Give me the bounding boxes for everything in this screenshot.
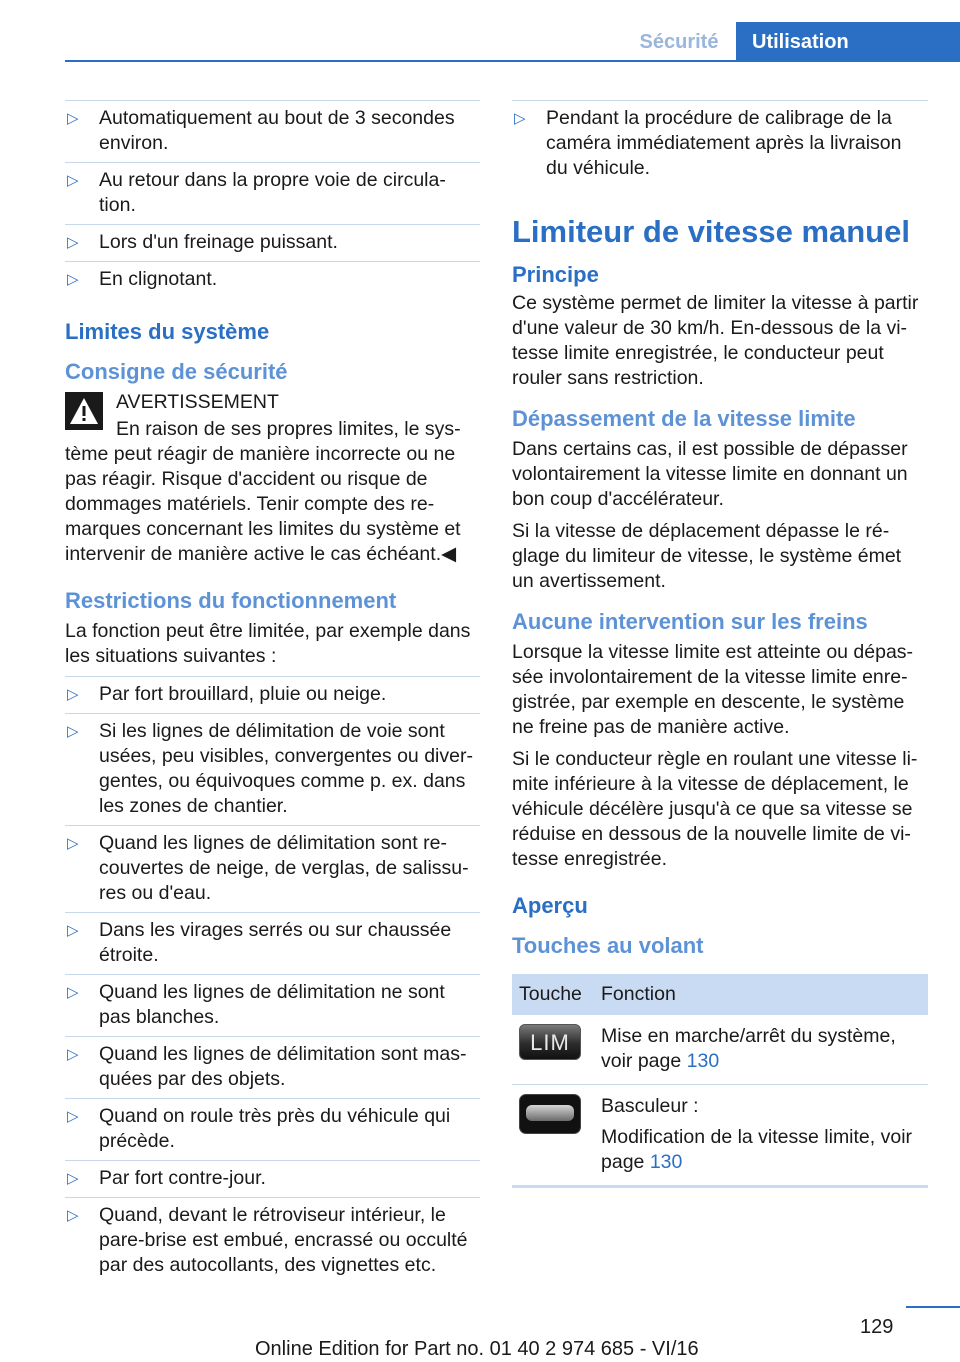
exceed-text-2: Si la vitesse de déplacement dépasse le ré‐ glage du limiteur de vitesse, le système émet un avertissement. [512, 520, 902, 592]
list-item: ▷ Quand, devant le rétroviseur intérieur, le pare-brise est embué, encrassé ou occulté par des autocollants, des vignettes etc. [65, 1197, 480, 1284]
heading-speed-limiter: Limiteur de vitesse manuel [512, 214, 910, 249]
restrictions-intro: La fonction peut être limitée, par exemple dans les situations suivantes : [65, 620, 471, 667]
list-item: ▷ Automatiquement au bout de 3 secondes environ. [65, 100, 480, 162]
header-rule [65, 60, 960, 62]
left-column [65, 100, 480, 1284]
heading-principle: Principe [512, 262, 599, 287]
heading-overview: Aperçu [512, 893, 588, 918]
lim-button-icon: LIM [519, 1024, 581, 1060]
function-cell: Basculeur : Modification de la vitesse limite, voir page 130 [594, 1085, 928, 1187]
bullet-triangle-icon: ▷ [67, 110, 79, 127]
rocker-switch-icon [519, 1094, 581, 1134]
brakes-text-2: Si le conducteur règle en roulant une vitesse li‐ mite inférieure à la vitesse de déplacement, le véhicule décélère jusqu'à ce que sa vitesse se réduise en dessous de la nouvelle limite de vi‐ tesse enregistrée. [512, 748, 918, 870]
page-link[interactable]: 130 [686, 1050, 720, 1072]
right-column [512, 100, 928, 1188]
bullet-triangle-icon: ▷ [67, 234, 79, 251]
bullet-triangle-icon: ▷ [67, 1170, 79, 1187]
principle-text: Ce système permet de limiter la vitesse à partir d'une valeur de 30 km/h. En-dessous de la vi‐ tesse limite enregistrée, le conducteur peut rouler sans restriction. [512, 292, 919, 389]
page-link[interactable]: 130 [649, 1151, 683, 1173]
bullet-triangle-icon: ▷ [67, 835, 79, 852]
list-item: ▷ Pendant la procédure de calibrage de la caméra immédiatement après la livraison du véhicule. [512, 100, 928, 187]
list-item: ▷ Quand les lignes de délimitation sont re‐ couvertes de neige, de verglas, de salissu‐ res ou d'eau. [65, 825, 480, 912]
brakes-text-1: Lorsque la vitesse limite est atteinte ou dépas‐ sée involontairement de la vitesse limite enre‐ gistrée, par exemple en descente, le système ne freine pas de manière active. [512, 641, 914, 738]
bullet-triangle-icon: ▷ [67, 1108, 79, 1125]
table-row [512, 1015, 928, 1085]
bullet-triangle-icon: ▷ [514, 110, 526, 127]
keys-table [512, 974, 928, 1188]
key-cell [512, 1085, 594, 1187]
edition-note: Online Edition for Part no. 01 40 2 974 685 - VI/16 [255, 1338, 699, 1360]
list-item: ▷ Lors d'un freinage puissant. [65, 224, 480, 261]
list-item: ▷ Si les lignes de délimitation de voie sont usées, peu visibles, convergentes ou diver‐ gentes, ou équivoques comme p. ex. dans les zones de chantier. [65, 713, 480, 825]
heading-exceed: Dépassement de la vitesse limite [512, 406, 856, 431]
bullet-triangle-icon: ▷ [67, 1046, 79, 1063]
header-section-tab: Sécurité [639, 30, 719, 53]
heading-brakes: Aucune intervention sur les freins [512, 609, 868, 634]
list-item: ▷ Quand les lignes de délimitation ne sont pas blanches. [65, 974, 480, 1036]
list-item: ▷ Quand on roule très près du véhicule qui précède. [65, 1098, 480, 1160]
bullet-triangle-icon: ▷ [67, 686, 79, 703]
heading-limits: Limites du système [65, 319, 270, 344]
bullet-triangle-icon: ▷ [67, 723, 79, 740]
column-header-key: Touche [512, 974, 594, 1015]
page-number: 129 [860, 1316, 894, 1338]
list-item: ▷ Par fort contre-jour. [65, 1160, 480, 1197]
column-header-function: Fonction [594, 974, 928, 1015]
exceed-text-1: Dans certains cas, il est possible de dépasser volontairement la vitesse limite en donnant un bon coup d'accélérateur. [512, 438, 908, 510]
list-item: ▷ Par fort brouillard, pluie ou neige. [65, 676, 480, 713]
bullet-triangle-icon: ▷ [67, 172, 79, 189]
warning-title: AVERTISSEMENT [116, 391, 279, 413]
list-item: ▷ Au retour dans la propre voie de circula‐ tion. [65, 162, 480, 224]
table-row [512, 1085, 928, 1187]
heading-steering-keys: Touches au volant [512, 933, 704, 958]
table-header-row [512, 974, 928, 1015]
warning-triangle-icon [65, 392, 103, 430]
list-item: ▷ En clignotant. [65, 261, 480, 298]
heading-safety: Consigne de sécurité [65, 359, 288, 384]
heading-restrictions: Restrictions du fonctionnement [65, 588, 397, 613]
bullet-triangle-icon: ▷ [67, 1207, 79, 1224]
bullet-triangle-icon: ▷ [67, 922, 79, 939]
warning-text: En raison de ses propres limites, le sys‐ tème peut réagir de manière incorrecte ou ne pas réagir. Risque d'accident ou risque de dommages matériels. Tenir compte des re‐ marques concernant les limites du système et intervenir de manière active le cas échéant.◀ [65, 418, 461, 565]
list-item: ▷ Quand les lignes de délimitation sont mas‐ quées par des objets. [65, 1036, 480, 1098]
function-cell: Mise en marche/arrêt du système, voir page 130 [594, 1015, 928, 1085]
footer-rule [906, 1306, 960, 1308]
key-cell [512, 1015, 594, 1085]
warning-block [65, 390, 480, 567]
bullet-triangle-icon: ▷ [67, 271, 79, 288]
list-item: ▷ Dans les virages serrés ou sur chaussée étroite. [65, 912, 480, 974]
bullet-triangle-icon: ▷ [67, 984, 79, 1001]
header-chapter-tab: Utilisation [736, 22, 960, 62]
